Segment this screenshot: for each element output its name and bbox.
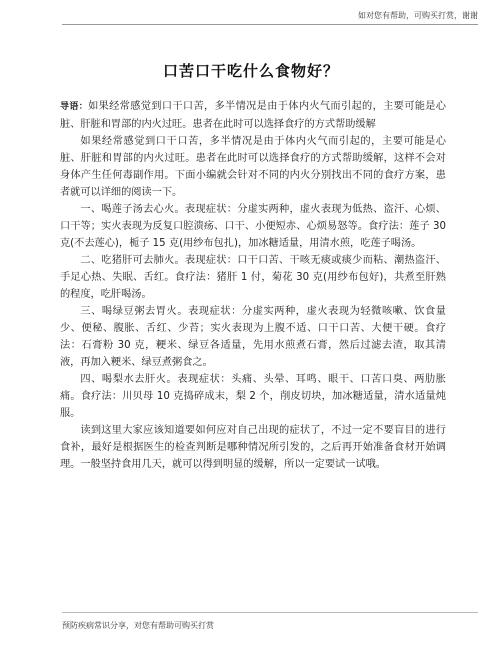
- guide-paragraph: [60, 98, 446, 133]
- body-paragraph-stomach-fire: 三、喝绿豆粥去胃火。表现症状：分虚实两种，虚火表现为轻微咳嗽、饮食量少、便秘、腹胀、舌红、少苔；实火表现为上腹不适、口干口苦、大便干硬。食疗法：石膏粉 30 克，粳米、绿豆各适量，先用水煎煮石膏，然后过滤去渣，取其清液，再加入粳米、绿豆煮粥食之。: [60, 306, 446, 368]
- header-divider: [62, 24, 478, 25]
- page-header: 如对您有帮助，可购买打赏，谢谢: [358, 11, 478, 20]
- body-paragraph-intro: 如果经常感觉到口干口苦，多半情况是由于体内火气而引起的，主要可能是心脏、肝脏和胃部的内火过旺。患者在此时可以选择食疗的方式帮助缓解，这样不会对身体产生任何毒副作用。下面小编就会针对不同的内火分别找出不同的食疗方案，患者就可以详细的阅读一下。: [60, 136, 446, 198]
- article-body: [60, 98, 446, 473]
- guide-label: 导语：: [60, 102, 89, 112]
- body-paragraph-conclusion: 读到这里大家应该知道要如何应对自己出现的症状了，不过一定不要盲目的进行食补，最好是根据医生的检查判断是哪种情况所引发的，之后再开始准备食材开始调理。一般坚持食用几天，就可以得到明显的缓解，所以一定要试一试哦。: [60, 425, 446, 470]
- body-paragraph-lung-fire: 二、吃猪肝可去肺火。表现症状：口干口苦、干咳无痰或痰少而粘、潮热盗汗、手足心热、失眠、舌红。食疗法：猪肝 1 付，菊花 30 克(用纱布包好)，共煮至肝熟的程度，吃肝喝汤。: [60, 255, 446, 300]
- article-title: 口苦口干吃什么食物好？: [162, 62, 339, 80]
- guide-text: 如果经常感觉到口干口苦，多半情况是由于体内火气而引起的，主要可能是心脏、肝脏和胃部的内火过旺。患者在此时可以选择食疗的方式帮助缓解: [60, 101, 446, 130]
- page-footer: 预防疾病常识分享，对您有帮助可购买打赏: [62, 621, 214, 630]
- footer-divider: [62, 612, 478, 613]
- body-paragraph-heart-fire: 一、喝莲子汤去心火。表现症状：分虚实两种，虚火表现为低热、盗汗、心烦、口干等；实火表现为反复口腔溃疡、口干、小便短赤、心烦易怒等。食疗法：莲子 30 克(不去莲心)，栀子 15 克(用纱布包扎)，加冰糖适量，用清水煎，吃莲子喝汤。: [60, 204, 446, 249]
- body-paragraph-liver-fire: 四、喝梨水去肝火。表现症状：头痛、头晕、耳鸣、眼干、口苦口臭、两肋胀痛。食疗法：川贝母 10 克捣碎成末，梨 2 个，削皮切块，加冰糖适量，清水适量炖服。: [60, 374, 446, 419]
